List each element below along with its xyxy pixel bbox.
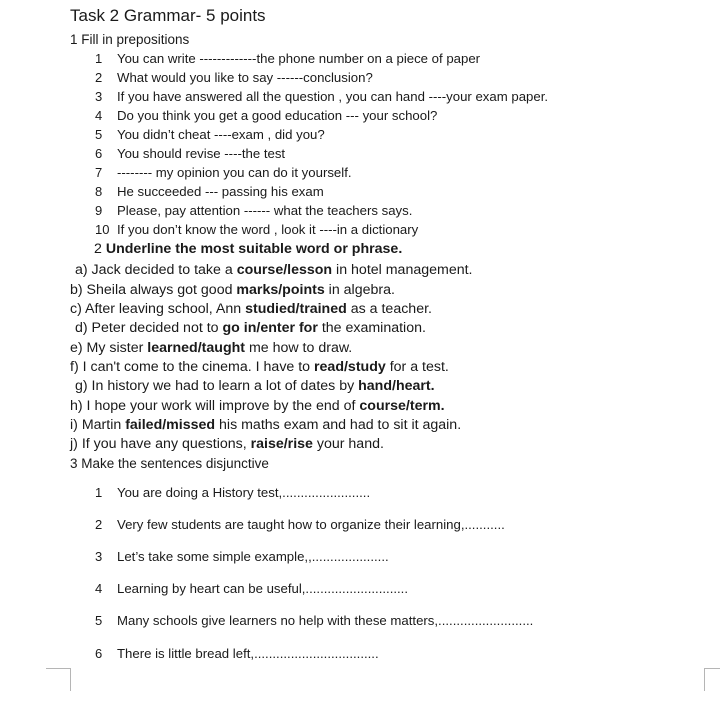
item-text: Please, pay attention ------ what the teachers says. [117,203,413,218]
item-number: 1 [95,485,103,500]
item-text: i) Martin [70,417,126,433]
item-text: b) Sheila always got good [70,282,237,298]
item-choice: failed/missed [125,417,216,433]
item-number: 5 [95,613,103,628]
item-text: c) After leaving school, Ann [70,301,246,317]
item-text: Many schools give learners no help with these matters,.......................... [117,613,534,628]
list-item [70,436,384,452]
item-text: d) Peter decided not to [75,320,223,336]
section-3-heading: 3 Make the sentences disjunctive [70,456,269,471]
item-text: for a test. [385,359,449,375]
item-text: If you don’t know the word , look it ----in a dictionary [117,222,419,237]
section-2-title: Underline the most suitable word or phrase. [105,241,403,257]
section-1-heading: 1 Fill in prepositions [70,32,190,47]
item-number: 7 [95,165,103,180]
item-number: 4 [95,108,103,123]
item-text: a) Jack decided to take a [75,262,237,278]
section-2-heading [94,241,402,257]
item-text: If you have answered all the question , you can hand ----your exam paper. [117,89,549,104]
task-title: Task 2 Grammar- 5 points [70,6,266,25]
item-number: 9 [95,203,103,218]
item-text: Do you think you get a good education --- your school? [117,108,438,123]
list-item [70,282,395,298]
item-text: the examination. [317,320,426,336]
item-text: There is little bread left,.................................. [117,646,379,661]
item-choice: course/lesson [236,262,333,278]
page-corner-mark-left [46,668,71,691]
item-choice: go in/enter for [222,320,318,336]
list-item [75,378,435,394]
item-text: g) In history we had to learn a lot of dates by [75,378,359,394]
item-choice: course/term. [359,398,445,414]
item-text: in hotel management. [332,262,473,278]
item-choice: read/study [314,359,386,375]
item-choice: raise/rise [250,436,313,452]
item-number: 2 [95,517,103,532]
item-text: h) I hope your work will improve by the end of [70,398,360,414]
item-choice: marks/points [236,282,325,298]
item-text: Let’s take some simple example,,..................... [117,549,389,564]
list-item [70,398,445,414]
list-item [70,417,461,433]
item-number: 3 [95,89,103,104]
item-choice: hand/heart. [358,378,435,394]
item-text: me how to draw. [245,340,353,356]
item-text: -------- my opinion you can do it yourself. [117,165,352,180]
item-text: as a teacher. [346,301,432,317]
list-item [70,359,449,375]
item-number: 3 [95,549,103,564]
item-text: You didn’t cheat ----exam , did you? [117,127,325,142]
item-text: Very few students are taught how to organize their learning,........... [117,517,505,532]
item-number: 5 [95,127,103,142]
item-text: e) My sister [70,340,148,356]
item-number: 6 [95,646,103,661]
item-text: He succeeded --- passing his exam [117,184,324,199]
item-text: You can write -------------the phone number on a piece of paper [117,51,481,66]
item-number: 2 [95,70,103,85]
item-text: Learning by heart can be useful,............................ [117,581,409,596]
item-text: in algebra. [324,282,395,298]
item-text: You should revise ----the test [117,146,286,161]
item-text: f) I can't come to the cinema. I have to [70,359,315,375]
item-text: his maths exam and had to sit it again. [215,417,462,433]
item-text: j) If you have any questions, [70,436,251,452]
item-number: 1 [95,51,103,66]
list-item [75,262,473,278]
item-text: What would you like to say ------conclusion? [117,70,373,85]
item-choice: studied/trained [245,301,347,317]
list-item [70,340,352,356]
page-corner-mark-right [704,668,720,691]
item-number: 4 [95,581,103,596]
item-text: your hand. [312,436,384,452]
item-number: 8 [95,184,103,199]
item-number: 10 [95,222,110,237]
item-number: 6 [95,146,103,161]
list-item [70,301,432,317]
list-item [75,320,426,336]
item-text: You are doing a History test,........................ [117,485,371,500]
section-2-number: 2 [94,241,102,257]
item-choice: learned/taught [147,340,245,356]
